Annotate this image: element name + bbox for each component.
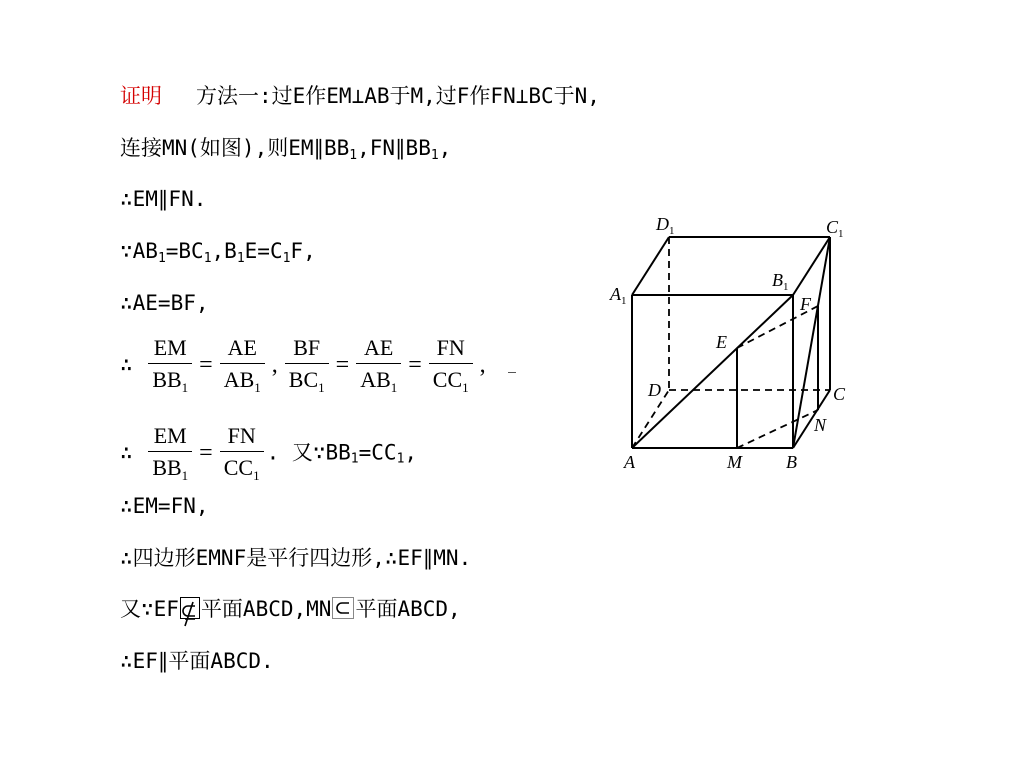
subscript: 1	[350, 451, 359, 467]
text: 又∵EF	[120, 597, 179, 621]
proof-line-1	[120, 83, 600, 109]
text: 平面ABCD,	[355, 597, 461, 621]
text: CC	[432, 367, 463, 392]
text: 连接MN(如图),则EM∥BB	[120, 136, 350, 160]
label-n: N	[814, 415, 827, 435]
denominator	[220, 363, 265, 396]
proof-text-1: 方法一:过E作EM⊥AB于M,过F作FN⊥BC于N,	[196, 84, 600, 108]
proof-line-11	[120, 648, 274, 674]
subscript: 1	[318, 380, 325, 395]
text: CC	[223, 455, 254, 480]
subscript: 1	[349, 148, 358, 163]
proof-line-6	[120, 333, 490, 396]
edge-a1-d1	[632, 237, 669, 295]
therefore-symbol: ∴	[120, 440, 133, 465]
cube-diagram	[600, 200, 860, 475]
fraction-fn-cc1	[429, 333, 473, 396]
label-d: D	[648, 380, 661, 400]
fraction-em-bb1	[148, 333, 192, 396]
text: ∴AE=BF,	[120, 291, 209, 315]
fraction-bf-bc1	[285, 333, 329, 396]
therefore-symbol: ∴	[120, 352, 133, 377]
subscript: 1	[462, 380, 469, 395]
proof-line-7	[120, 421, 417, 484]
fraction-em-bb1	[148, 421, 192, 484]
label-c1: $C_1$	[826, 217, 844, 240]
label-a1: $A_1$	[610, 284, 627, 307]
text: AB	[223, 367, 255, 392]
label-f: F	[800, 294, 811, 314]
text: BB	[152, 367, 182, 392]
subscript: 1	[396, 451, 405, 467]
subscript: 1	[253, 468, 260, 483]
subscript: 1	[181, 380, 189, 395]
comma: ,	[271, 351, 278, 378]
equals-sign: =	[335, 351, 350, 378]
text: ,	[404, 440, 418, 465]
label-c: C	[833, 384, 846, 404]
equals-sign: =	[199, 439, 213, 466]
comma: ,	[479, 351, 486, 378]
numerator: AE	[227, 335, 257, 360]
denominator	[148, 363, 192, 396]
fraction-fn-cc1	[220, 421, 264, 484]
numerator: EM	[153, 423, 187, 448]
proof-line-10	[120, 596, 461, 622]
text: BB	[152, 455, 182, 480]
subscript: 1	[430, 148, 439, 163]
proof-line-8	[120, 493, 209, 519]
text: ∴EM∥FN.	[120, 187, 207, 211]
proof-line-5	[120, 290, 209, 316]
text: ∴四边形EMNF是平行四边形,∴EF∥MN.	[120, 546, 472, 570]
denominator	[148, 451, 192, 484]
numerator: BF	[293, 335, 321, 360]
denominator	[429, 363, 473, 396]
label-e: E	[716, 332, 727, 352]
segment-a-b1	[632, 295, 793, 448]
text: E=C	[244, 239, 283, 263]
subscript: 1	[390, 380, 398, 395]
proof-line-9	[120, 545, 471, 571]
text: =BC	[165, 239, 204, 263]
text: ,B	[211, 239, 237, 263]
subscript: 1	[203, 251, 212, 266]
numerator: AE	[364, 335, 394, 360]
denominator	[356, 363, 401, 396]
text: . 又∵BB	[266, 440, 351, 465]
denominator	[220, 451, 264, 484]
fraction-ae-ab1	[220, 333, 265, 396]
subscript: 1	[157, 251, 166, 266]
label-m: M	[727, 452, 742, 472]
denominator	[285, 363, 329, 396]
text: ∴EM=FN,	[120, 494, 209, 518]
numerator: FN	[227, 423, 256, 448]
text: 平面ABCD,MN	[200, 597, 332, 621]
stray-dash	[508, 372, 516, 373]
text: ∵AB	[120, 239, 158, 263]
proof-line-4	[120, 238, 316, 264]
equals-sign: =	[408, 351, 422, 378]
text: F,	[290, 239, 316, 263]
label-b1: $B_1$	[772, 270, 789, 293]
not-subset-icon	[180, 597, 200, 619]
subscript: 1	[254, 380, 261, 395]
subscript: 1	[282, 251, 291, 266]
equals-sign: =	[199, 351, 213, 378]
numerator: EM	[153, 335, 187, 360]
proof-line-2	[120, 135, 451, 161]
text: ∴EF∥平面ABCD.	[120, 649, 274, 673]
subscript: 1	[181, 468, 189, 483]
fraction-ae-ab1-b	[356, 333, 401, 396]
label-b: B	[786, 452, 797, 472]
label-a: A	[624, 452, 635, 472]
text: AB	[360, 367, 391, 392]
proof-label: 证明	[120, 84, 162, 108]
label-d1: $D_1$	[656, 214, 675, 237]
text: =CC	[358, 440, 397, 465]
proof-line-3	[120, 186, 206, 212]
text: BC	[288, 367, 319, 392]
text: ,FN∥BB	[357, 136, 431, 160]
subset-icon	[332, 597, 354, 619]
numerator: FN	[436, 335, 465, 360]
text: ,	[438, 136, 452, 160]
subscript: 1	[236, 251, 245, 266]
